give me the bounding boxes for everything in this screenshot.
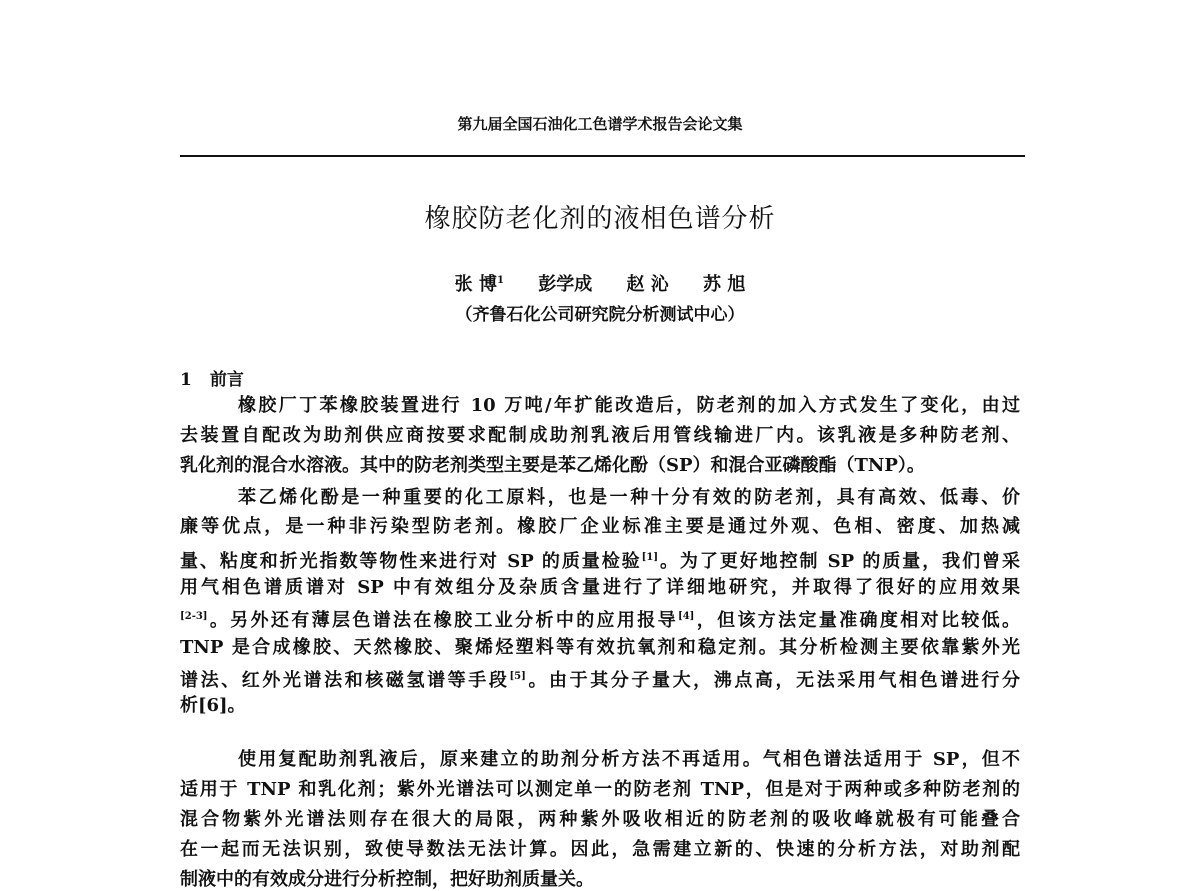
author: 赵 沁 xyxy=(626,274,669,295)
text-line: 去装置自配改为助剂供应商按要求配制成助剂乳液后用管线输进厂内。该乳液是多种防老剂、 xyxy=(180,425,1020,446)
text-line: 析[6]。 xyxy=(180,695,246,716)
text-line: 混合物紫外光谱法则存在很大的局限，两种紫外吸收相近的防老剂的吸收峰就极有可能叠合 xyxy=(180,809,1020,830)
text-line: 使用复配助剂乳液后，原来建立的助剂分析方法不再适用。气相色谱法适用于 SP，但不 xyxy=(238,749,1020,770)
text-line: 橡胶厂丁苯橡胶装置进行 10 万吨/年扩能改造后，防老剂的加入方式发生了变化，由过 xyxy=(238,395,1020,416)
author-list xyxy=(0,270,1200,296)
author: 彭学成 xyxy=(538,274,593,295)
author: 张 博$^1$ xyxy=(454,274,504,295)
text-line: [2-3]。另外还有薄层色谱法在橡胶工业分析中的应用报导[4]，但该方法定量准确度相对比较低。 xyxy=(180,610,1021,631)
text-line: 制液中的有效成分进行分析控制，把好助剂质量关。 xyxy=(180,869,594,890)
author: 苏 旭 xyxy=(703,274,746,295)
text-line: TNP 是合成橡胶、天然橡胶、聚烯烃塑料等有效抗氧剂和稳定剂。其分析检测主要依靠紫外光 xyxy=(180,637,1020,658)
text-line: 谱法、红外光谱法和核磁氢谱等手段[5]。由于其分子量大，沸点高，无法采用气相色谱进行分 xyxy=(180,670,1021,691)
running-header: 第九届全国石油化工色谱学术报告会论文集 xyxy=(457,115,743,133)
text-line: 苯乙烯化酚是一种重要的化工原料，也是一种十分有效的防老剂，具有高效、低毒、价 xyxy=(238,487,1020,508)
text-line: 适用于 TNP 和乳化剂；紫外光谱法可以测定单一的防老剂 TNP，但是对于两种或多种防老剂的 xyxy=(180,779,1020,800)
text-line: 廉等优点，是一种非污染型防老剂。橡胶厂企业标准主要是通过外观、色相、密度、加热减 xyxy=(180,516,1020,537)
header-rule xyxy=(180,155,1025,157)
text-line: 乳化剂的混合水溶液。其中的防老剂类型主要是苯乙烯化酚（SP）和混合亚磷酸酯（TNP）。 xyxy=(180,455,925,476)
section-heading: 1 前言 xyxy=(180,370,244,390)
text-line: 量、粘度和折光指数等物性来进行对 SP 的质量检验[1]。为了更好地控制 SP 的质量，我们曾采 xyxy=(180,551,1020,572)
text-line: 用气相色谱质谱对 SP 中有效组分及杂质含量进行了详细地研究，并取得了很好的应用效果 xyxy=(180,577,1020,598)
affiliation: （齐鲁石化公司研究院分析测试中心） xyxy=(455,305,745,325)
text-line: 在一起而无法识别，致使导数法无法计算。因此，急需建立新的、快速的分析方法，对助剂配 xyxy=(180,839,1020,860)
paper-title: 橡胶防老化剂的液相色谱分析 xyxy=(424,204,776,234)
